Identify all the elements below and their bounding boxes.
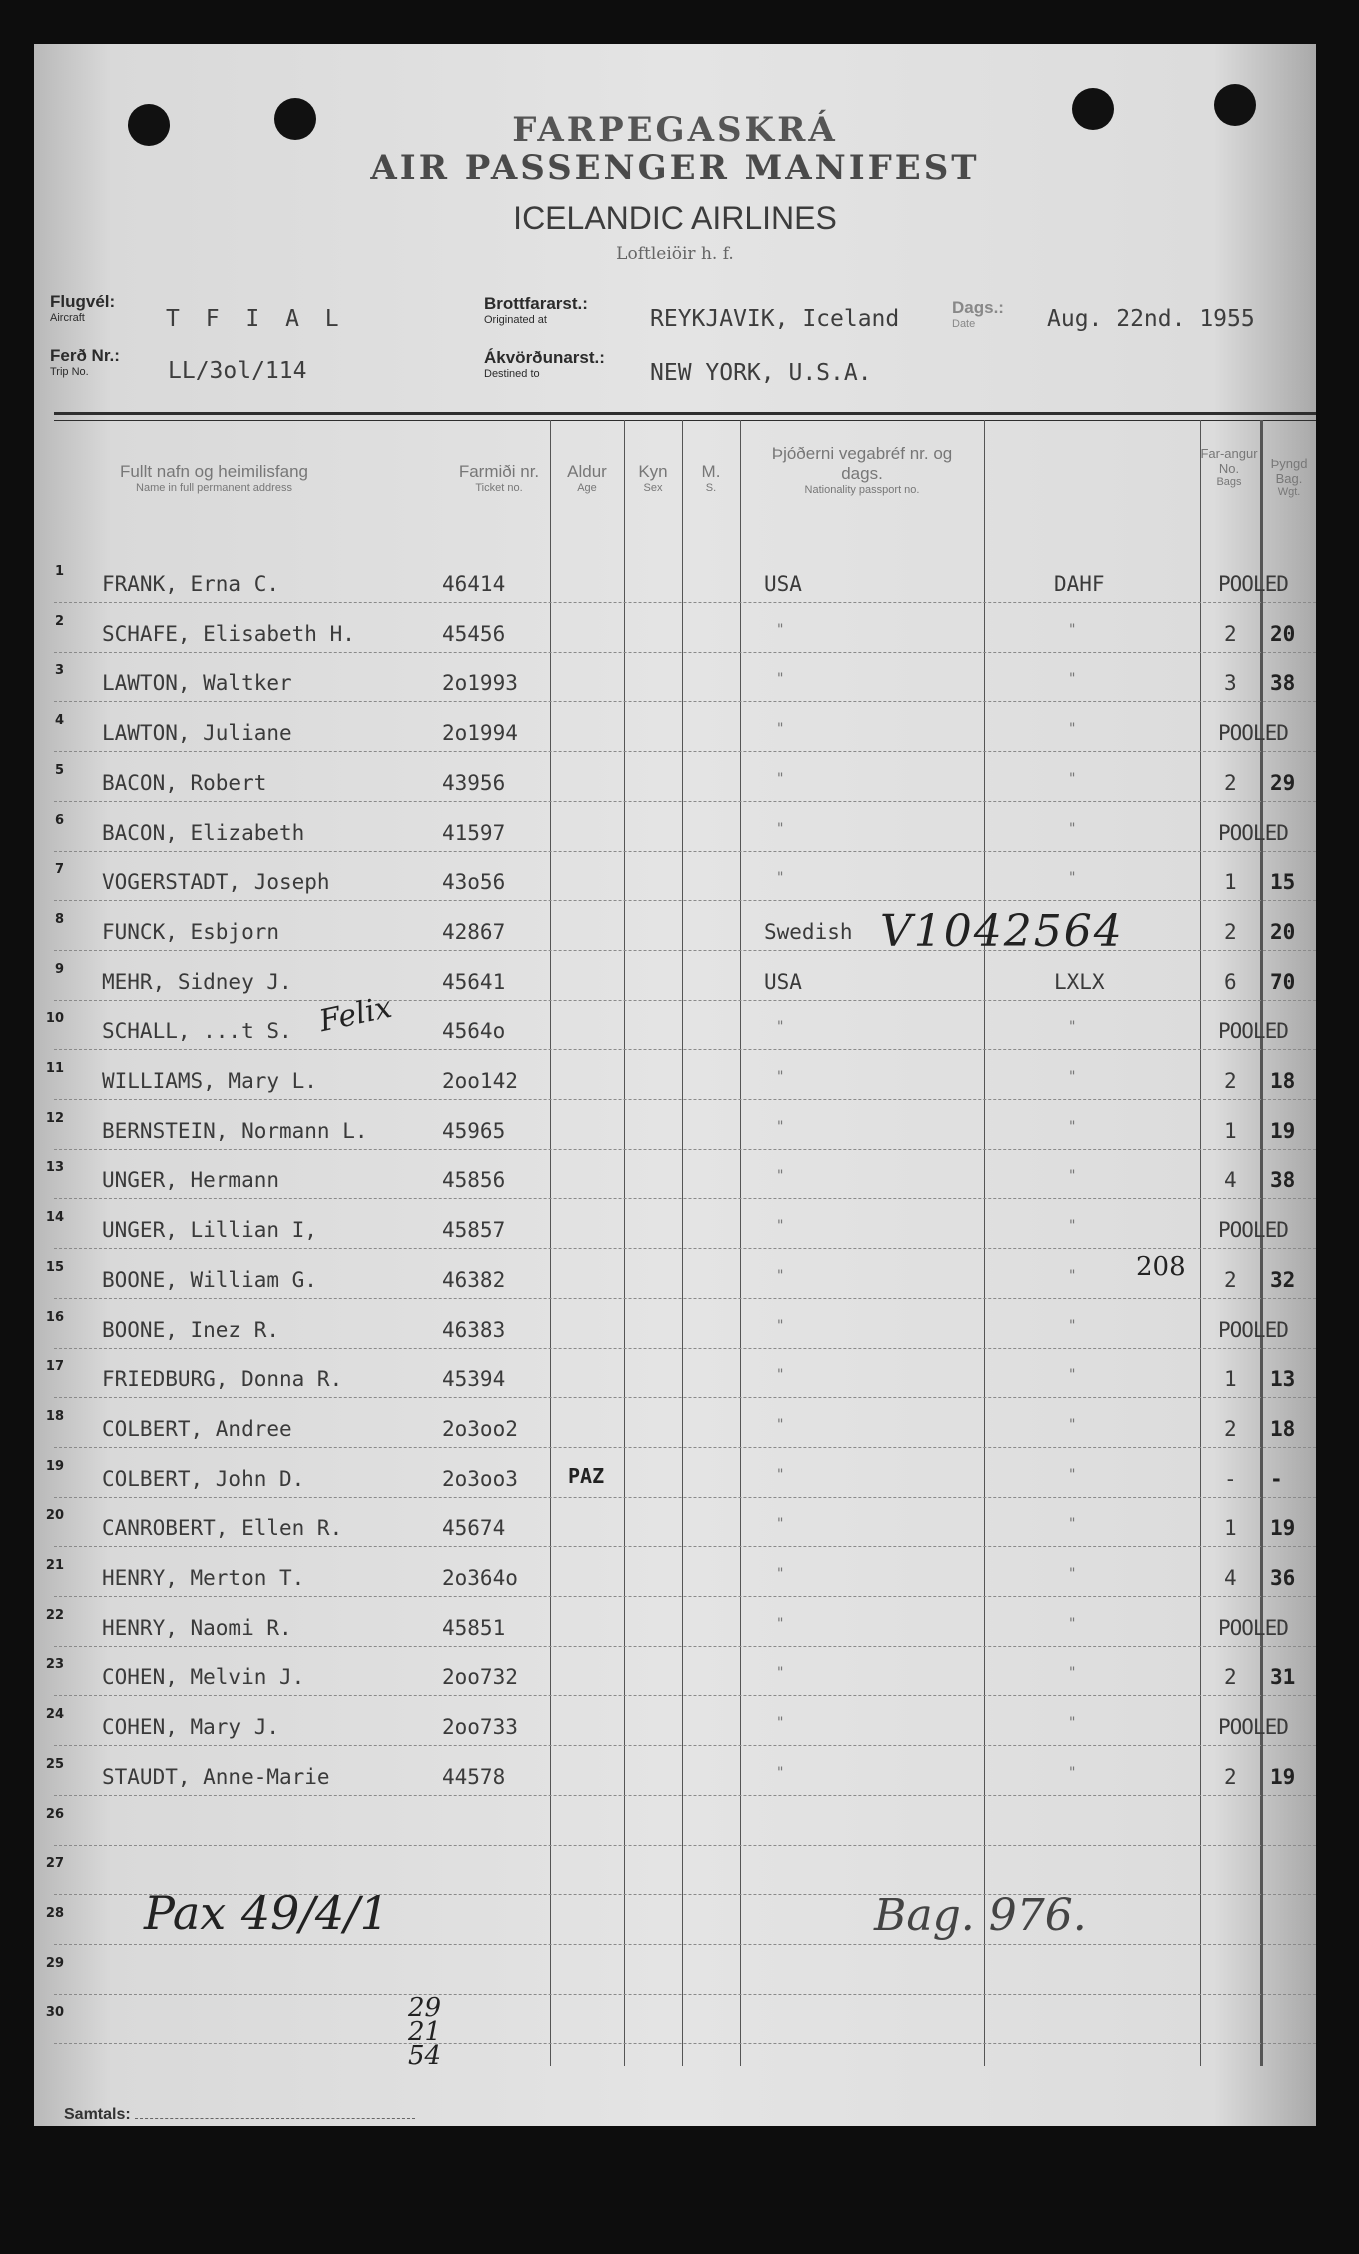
baggage-weight: 38 [1270,1168,1296,1193]
handwritten-passport-no: V1042564 [880,906,1124,957]
baggage-weight: 32 [1270,1267,1296,1292]
ticket-number: 46414 [442,572,506,596]
passport-info: LXLX [1054,969,1105,994]
row-number: 3 [54,663,64,679]
row-divider [54,1745,1316,1746]
passenger-name: COHEN, Melvin J. [102,1665,305,1690]
passenger-name: BACON, Robert [102,770,267,795]
ticket-number: 2o3oo3 [442,1466,518,1491]
baggage-pieces: POOLED [1218,1019,1288,1044]
baggage-weight: 31 [1270,1665,1296,1690]
passport-info: " [1068,1019,1077,1036]
baggage-pieces: 2 [1224,1665,1237,1690]
ticket-number: 45394 [442,1367,506,1392]
nationality: " [776,1764,785,1781]
col-header-ticket: Farmiði nr. Ticket no. [458,462,540,494]
row-divider [54,900,1316,901]
nationality: " [776,1218,785,1235]
passport-info: " [1068,621,1077,638]
baggage-weight: - [1270,1466,1283,1491]
passport-info: " [1068,1168,1077,1185]
passport-info: " [1068,1416,1077,1433]
row-number: 23 [45,1657,64,1673]
row-divider [54,1994,1316,1995]
ticket-number: 46382 [442,1267,506,1292]
row-number: 1 [54,564,64,579]
baggage-pieces: POOLED [1218,1615,1288,1640]
row-number: 6 [54,812,64,828]
ticket-number: 45965 [442,1118,506,1143]
origin-value: REYKJAVIK, Iceland [650,306,900,332]
col-header-weight: Þyngd Bag. Wgt. [1270,456,1308,498]
row-divider [54,1298,1316,1299]
passenger-name: HENRY, Naomi R. [102,1615,292,1640]
date-value: Aug. 22nd. 1955 [1047,306,1255,332]
row-divider [54,1397,1316,1398]
destination-label: Ákvörðunarst.: Destined to [484,348,605,380]
aircraft-value: T F I A L [166,306,345,332]
row-number: 7 [54,862,64,878]
baggage-weight: 38 [1270,671,1296,696]
row-number: 9 [54,961,64,977]
row-number: 10 [45,1011,64,1027]
col-header-ms: M. S. [701,462,721,494]
row-number: 26 [45,1806,64,1822]
row-number: 17 [45,1359,64,1375]
nationality: " [776,1665,785,1682]
row-number: 14 [45,1210,64,1226]
nationality: " [776,1267,785,1284]
passport-info: " [1068,1267,1077,1284]
nationality: " [776,770,785,787]
nationality: " [776,1466,785,1483]
ticket-number: 46383 [442,1317,506,1342]
row-divider [54,1000,1316,1001]
col-header-name: Fullt nafn og heimilisfang Name in full permanent address [119,462,309,494]
column-divider [1260,420,1263,2066]
row-number: 11 [45,1061,64,1076]
baggage-pieces: 1 [1224,1516,1237,1541]
column-divider [682,420,683,2066]
passenger-name: BOONE, Inez R. [102,1317,280,1342]
row-divider [54,652,1316,653]
nationality: " [776,1019,785,1036]
baggage-weight: 20 [1270,621,1296,646]
row-number: 30 [45,2005,64,2021]
row-number: 13 [45,1160,64,1176]
nationality: Swedish [764,919,853,944]
passport-info: " [1068,1367,1077,1384]
passenger-name: LAWTON, Waltker [102,671,292,696]
baggage-pieces: 1 [1224,1118,1237,1143]
passenger-name: BERNSTEIN, Normann L. [102,1118,368,1143]
nationality: " [776,671,785,688]
baggage-pieces: 4 [1224,1566,1237,1590]
ticket-number: 2oo142 [442,1069,518,1093]
col-header-sex: Kyn Sex [638,462,668,494]
row-divider [54,801,1316,802]
baggage-weight: 29 [1270,770,1296,795]
baggage-pieces: 2 [1224,1416,1237,1441]
passenger-name: LAWTON, Juliane [102,721,292,746]
row-number: 28 [45,1905,64,1921]
ticket-number: 43956 [442,770,506,795]
row-divider [54,1546,1316,1547]
ticket-number: 41597 [442,820,506,845]
nationality: " [776,870,785,887]
baggage-weight: 15 [1270,870,1296,895]
passport-info: " [1068,1317,1077,1334]
passport-info: " [1068,1764,1077,1781]
ticket-number: 2o1993 [442,671,518,696]
baggage-pieces: 2 [1224,1069,1237,1093]
trip-value: LL/3ol/114 [168,358,307,384]
baggage-weight: 70 [1270,969,1296,994]
row-divider [54,1596,1316,1597]
passenger-name: BOONE, William G. [102,1267,317,1292]
row-number: 2 [54,613,64,629]
row-divider [54,1149,1316,1150]
row-divider [54,701,1316,702]
passport-info: " [1068,1516,1077,1533]
nationality: " [776,1118,785,1135]
nationality: " [776,1168,785,1185]
nationality: " [776,1416,785,1433]
nationality: USA [764,572,802,596]
passenger-name: COLBERT, Andree [102,1416,292,1441]
passenger-name: MEHR, Sidney J. [102,969,292,994]
origin-label: Brottfararst.: Originated at [484,294,588,326]
passport-info: " [1068,1566,1077,1582]
baggage-pieces: 2 [1224,621,1237,646]
handwritten-baggage-total: Bag. 976. [874,1890,1087,1941]
ticket-number: 2o3oo2 [442,1416,518,1441]
passport-info: " [1068,1118,1077,1135]
passport-info: " [1068,870,1077,887]
nationality: " [776,1069,785,1085]
nationality: " [776,721,785,738]
passenger-name: WILLIAMS, Mary L. [102,1069,317,1093]
row-divider [54,602,1316,603]
header-rule [54,412,1316,415]
trip-label: Ferð Nr.: Trip No. [50,346,120,378]
ticket-number: 45856 [442,1168,506,1193]
row-number: 24 [45,1707,64,1723]
stamp-paz: PAZ [568,1464,605,1488]
passenger-name: FRIEDBURG, Donna R. [102,1367,343,1392]
baggage-weight: 18 [1270,1416,1296,1441]
airline-name: ICELANDIC AIRLINES [513,200,837,236]
baggage-pieces: POOLED [1218,572,1288,596]
passenger-name: COLBERT, John D. [102,1466,305,1491]
handwritten-felix: Felix [316,989,395,1040]
col-header-age: Aldur Age [567,462,607,494]
baggage-weight: 13 [1270,1367,1296,1392]
column-divider [984,420,985,2066]
baggage-pieces: 1 [1224,1367,1237,1392]
baggage-pieces: 2 [1224,1267,1237,1292]
passport-info: " [1068,1466,1077,1483]
row-number: 4 [54,713,64,729]
header-rule [54,420,1316,421]
handwritten-208: 208 [1136,1252,1186,1282]
baggage-weight: 19 [1270,1516,1296,1541]
col-header-pieces: Far-angur No. Bags [1200,446,1258,488]
passenger-name: SCHALL, ...t S. [102,1019,292,1044]
passport-info: " [1068,1615,1077,1632]
baggage-pieces: POOLED [1218,1715,1288,1740]
passport-info: " [1068,820,1077,837]
passenger-name: BACON, Elizabeth [102,820,305,845]
passenger-name: UNGER, Hermann [102,1168,280,1193]
passport-info: " [1068,671,1077,688]
ticket-number: 45674 [442,1516,506,1541]
handwritten-tally: 29 21 54 [408,1993,442,2071]
date-label: Dags.: Date [952,298,1004,330]
ticket-number: 44578 [442,1764,506,1789]
baggage-pieces: POOLED [1218,820,1288,845]
passenger-name: CANROBERT, Ellen R. [102,1516,343,1541]
row-divider [54,1497,1316,1498]
aircraft-label: Flugvél: Aircraft [50,292,116,324]
baggage-weight: 19 [1270,1118,1296,1143]
baggage-weight: 18 [1270,1069,1296,1093]
baggage-pieces: POOLED [1218,721,1288,746]
ticket-number: 4564o [442,1019,506,1044]
passenger-name: FUNCK, Esbjorn [102,919,280,944]
passenger-name: HENRY, Merton T. [102,1566,305,1590]
row-divider [54,1695,1316,1696]
passenger-name: STAUDT, Anne-Marie [102,1764,330,1789]
baggage-pieces: 2 [1224,1764,1237,1789]
row-divider [54,1795,1316,1796]
nationality: USA [764,969,802,994]
nationality: " [776,1367,785,1384]
title-icelandic: FARPEGASKRÁ [512,110,838,150]
baggage-weight: 19 [1270,1764,1296,1789]
baggage-pieces: 3 [1224,671,1237,696]
column-divider [1200,420,1201,2066]
passenger-name: COHEN, Mary J. [102,1715,280,1740]
destination-value: NEW YORK, U.S.A. [650,360,872,386]
passport-info: " [1068,721,1077,738]
nationality: " [776,1615,785,1632]
baggage-pieces: - [1224,1466,1237,1491]
row-number: 16 [45,1309,64,1325]
passport-info: " [1068,1069,1077,1085]
column-divider [550,420,551,2066]
row-divider [54,1646,1316,1647]
passenger-name: SCHAFE, Elisabeth H. [102,621,355,646]
row-number: 20 [45,1508,64,1524]
ticket-number: 45857 [442,1218,506,1243]
handwritten-pax-count: Pax 49/4/1 [144,1886,389,1940]
passenger-name: FRANK, Erna C. [102,572,280,596]
ticket-number: 43o56 [442,870,506,895]
col-header-nationality: Þjóðerni vegabréf nr. og dags. Nationality passport no. [771,444,953,496]
company-name: Loftleiöir h. f. [616,244,734,264]
row-divider [54,1248,1316,1249]
row-number: 21 [45,1558,64,1573]
column-divider [740,420,741,2066]
nationality: " [776,1516,785,1533]
row-number: 5 [54,762,64,778]
row-divider [54,1198,1316,1199]
row-divider [54,950,1316,951]
row-number: 29 [45,1955,64,1971]
ticket-number: 2oo733 [442,1715,518,1740]
passport-info: " [1068,1218,1077,1235]
baggage-pieces: 6 [1224,969,1237,994]
column-divider [624,420,625,2066]
baggage-weight: 36 [1270,1566,1296,1590]
baggage-pieces: 2 [1224,770,1237,795]
row-number: 19 [45,1458,64,1474]
baggage-pieces: POOLED [1218,1218,1288,1243]
baggage-pieces: 1 [1224,870,1237,895]
passport-info: " [1068,1665,1077,1682]
row-number: 18 [45,1408,64,1424]
ticket-number: 2o1994 [442,721,518,746]
baggage-pieces: POOLED [1218,1317,1288,1342]
title-english: AIR PASSENGER MANIFEST [370,148,980,188]
row-divider [54,851,1316,852]
ticket-number: 42867 [442,919,506,944]
passport-info: " [1068,1715,1077,1732]
nationality: " [776,1566,785,1582]
baggage-weight: 20 [1270,919,1296,944]
ticket-number: 2o364o [442,1566,518,1590]
passenger-name: UNGER, Lillian I, [102,1218,317,1243]
nationality: " [776,1317,785,1334]
ticket-number: 45456 [442,621,506,646]
row-number: 15 [45,1259,64,1275]
row-divider [54,1845,1316,1846]
row-divider [54,751,1316,752]
nationality: " [776,621,785,638]
ticket-number: 2oo732 [442,1665,518,1690]
row-number: 22 [45,1607,64,1623]
nationality: " [776,820,785,837]
row-number: 8 [54,911,64,927]
ticket-number: 45641 [442,969,506,994]
row-number: 12 [45,1110,64,1126]
row-divider [54,1348,1316,1349]
total-label: Samtals: [64,2106,415,2124]
manifest-sheet [34,44,1316,2126]
row-number: 25 [45,1756,64,1772]
row-divider [54,1049,1316,1050]
row-divider [54,1944,1316,1945]
row-divider [54,2043,1316,2044]
row-number: 27 [45,1856,64,1872]
row-divider [54,1099,1316,1100]
nationality: " [776,1715,785,1732]
passenger-name: VOGERSTADT, Joseph [102,870,330,895]
baggage-pieces: 4 [1224,1168,1237,1193]
row-divider [54,1447,1316,1448]
baggage-pieces: 2 [1224,919,1237,944]
passport-info: DAHF [1054,572,1105,596]
passport-info: " [1068,770,1077,787]
ticket-number: 45851 [442,1615,506,1640]
